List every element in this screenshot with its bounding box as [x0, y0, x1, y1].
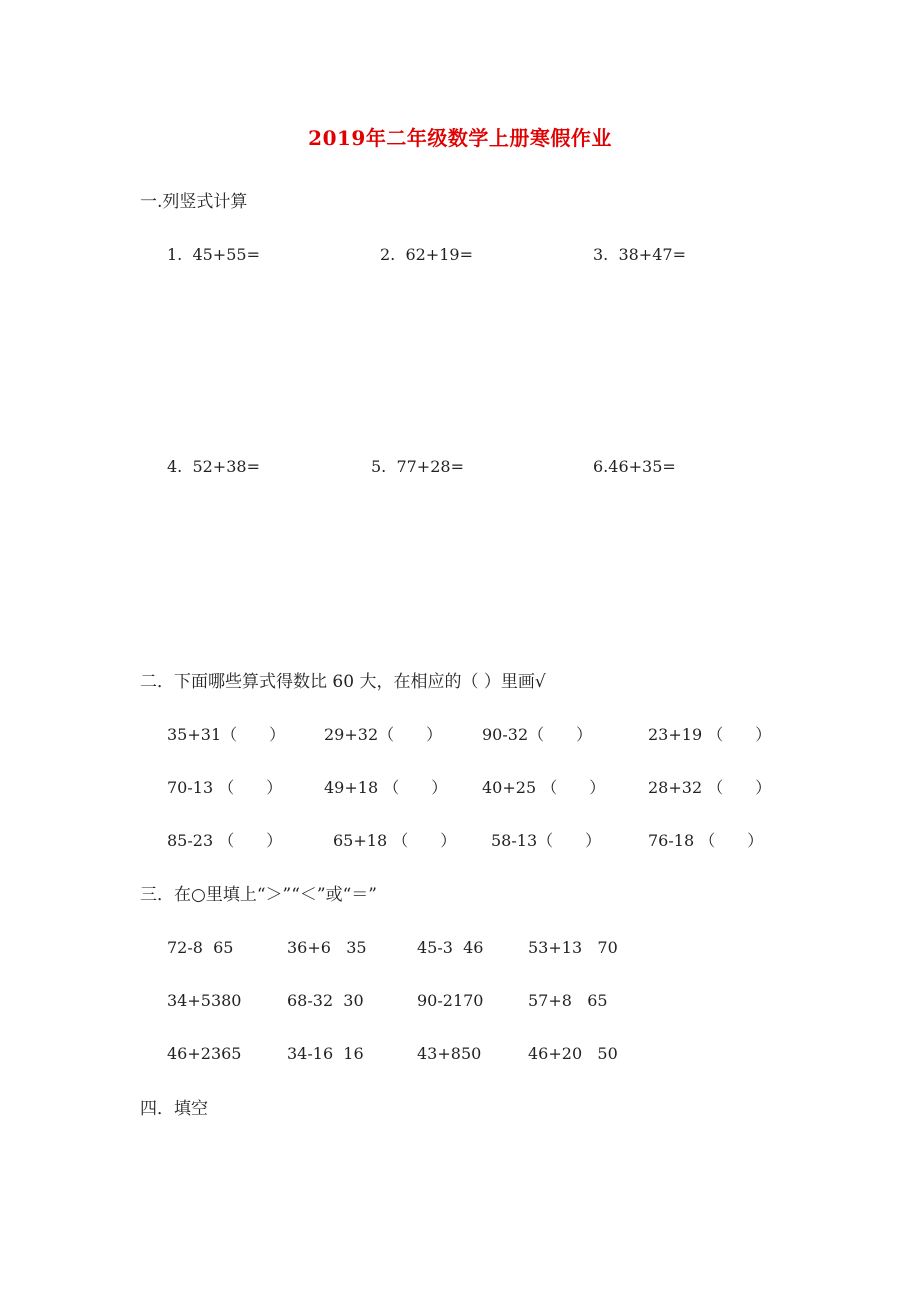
compare-item: 65+18 （ ） [333, 831, 457, 850]
section-1-heading: 一.列竖式计算 [140, 192, 248, 212]
compare-item: 58-13（ ） [491, 831, 602, 850]
worksheet-title: 2019年二年级数学上册寒假作业 [308, 126, 612, 150]
problem-3 [593, 244, 686, 266]
symbol-item: 90-2170 [417, 991, 484, 1010]
section-4-heading: 四．填空 [140, 1099, 208, 1119]
symbol-item: 46+2365 [167, 1044, 242, 1063]
symbol-item: 46+20 50 [528, 1044, 618, 1063]
problem-number: 1. [167, 245, 183, 264]
problem-number: 4. [167, 457, 183, 476]
symbol-item: 34-16 16 [287, 1044, 364, 1063]
problem-2 [380, 244, 473, 266]
compare-item: 29+32（ ） [324, 725, 443, 744]
symbol-item: 68-32 30 [287, 991, 364, 1010]
section-2-heading: 二．下面哪些算式得数比 60 大，在相应的（ ）里画√ [140, 672, 546, 692]
problem-expression: 45+55= [192, 245, 260, 264]
problem-number: 6. [593, 457, 609, 476]
compare-item: 90-32（ ） [482, 725, 593, 744]
problem-expression: 52+38= [192, 457, 260, 476]
compare-item: 28+32 （ ） [648, 778, 772, 797]
symbol-item: 57+8 65 [528, 991, 608, 1010]
problem-4 [167, 456, 260, 478]
compare-item: 70-13 （ ） [167, 778, 283, 797]
problem-expression: 62+19= [405, 245, 473, 264]
symbol-item: 45-3 46 [417, 938, 484, 957]
problem-number: 5. [371, 457, 387, 476]
problem-number: 2. [380, 245, 396, 264]
problem-expression: 38+47= [618, 245, 686, 264]
section-3-heading: 三．在○里填上“＞”“＜”或“＝” [140, 885, 377, 905]
symbol-item: 53+13 70 [528, 938, 618, 957]
problem-expression: 77+28= [396, 457, 464, 476]
compare-item: 76-18 （ ） [648, 831, 764, 850]
problem-6 [593, 456, 676, 478]
symbol-item: 43+850 [417, 1044, 482, 1063]
compare-item: 23+19 （ ） [648, 725, 772, 744]
symbol-item: 36+6 35 [287, 938, 367, 957]
problem-number: 3. [593, 245, 609, 264]
problem-5 [371, 456, 464, 478]
compare-item: 85-23 （ ） [167, 831, 283, 850]
compare-item: 35+31（ ） [167, 725, 286, 744]
compare-item: 40+25 （ ） [482, 778, 606, 797]
symbol-item: 34+5380 [167, 991, 242, 1010]
symbol-item: 72-8 65 [167, 938, 234, 957]
problem-expression: 46+35= [608, 457, 676, 476]
problem-1 [167, 244, 260, 266]
compare-item: 49+18 （ ） [324, 778, 448, 797]
